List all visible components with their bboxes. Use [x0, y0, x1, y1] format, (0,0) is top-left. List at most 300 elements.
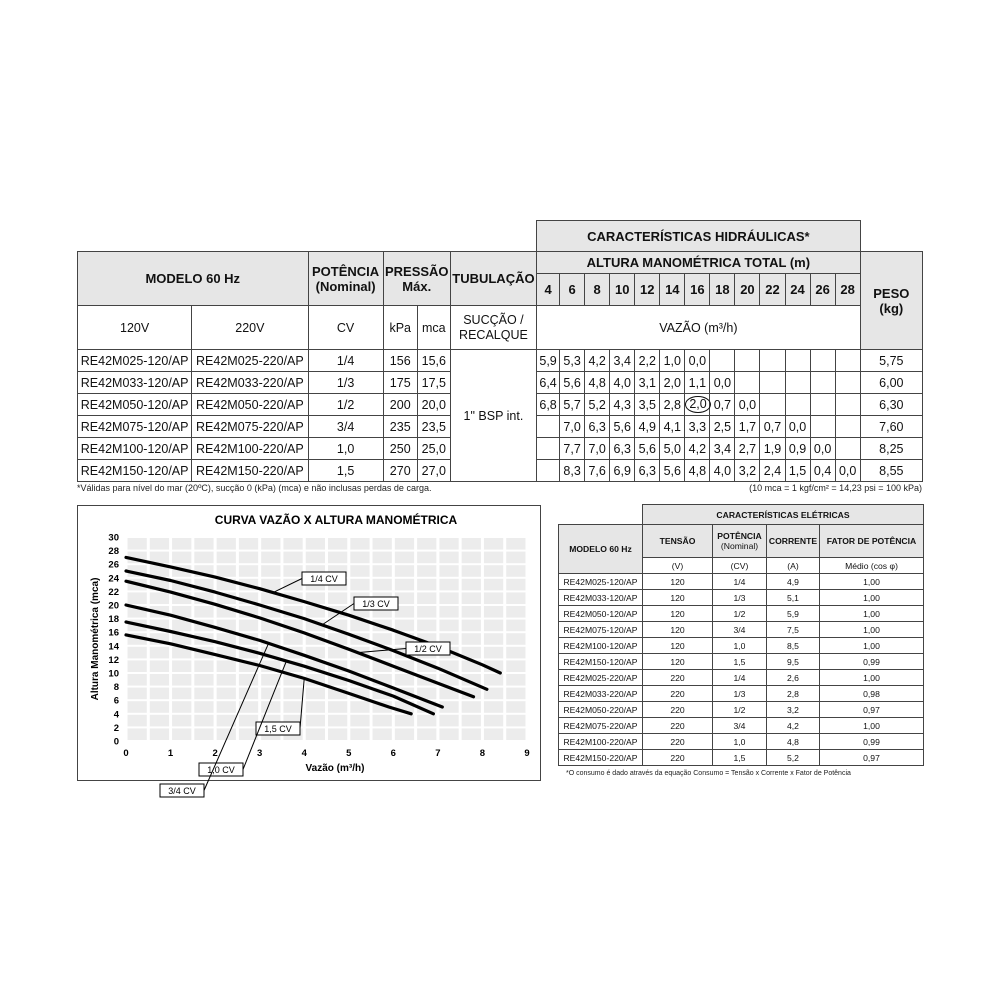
table-row	[559, 638, 924, 654]
flow-cell: 4,3	[610, 394, 635, 416]
grid-cell	[484, 565, 503, 577]
flow-cell: 6,9	[610, 460, 635, 482]
flow-cell: 4,0	[610, 372, 635, 394]
grid-cell	[395, 579, 414, 591]
grid-cell	[350, 552, 369, 564]
current-value: 7,5	[767, 622, 820, 638]
series-label: 1,5 CV	[264, 724, 292, 734]
y-tick-label: 16	[108, 627, 119, 639]
grid-cell	[417, 606, 436, 618]
grid-cell	[439, 620, 458, 632]
power-cv: 1/3	[308, 372, 383, 394]
grid-cell	[439, 715, 458, 727]
grid-cell	[194, 606, 213, 618]
grid-cell	[506, 606, 525, 618]
grid-cell	[506, 620, 525, 632]
grid-cell	[462, 728, 481, 740]
series-label: 1/4 CV	[310, 574, 338, 584]
weight-kg: 5,75	[860, 350, 922, 372]
chart-title: CURVA VAZÃO X ALTURA MANOMÉTRICA	[214, 513, 458, 527]
flow-cell	[735, 350, 760, 372]
series-label: 1,0 CV	[207, 765, 235, 775]
electrical-title: CARACTERÍSTICAS ELÉTRICAS	[643, 505, 924, 525]
voltage-value: 220	[643, 702, 713, 718]
grid-cell	[150, 592, 169, 604]
grid-cell	[239, 538, 258, 550]
current-value: 5,9	[767, 606, 820, 622]
power-value: 1/3	[713, 686, 767, 702]
flow-cell: 0,7	[710, 394, 735, 416]
flow-unit: VAZÃO (m³/h)	[537, 306, 861, 350]
grid-cell	[417, 538, 436, 550]
y-tick-label: 30	[108, 532, 119, 544]
head-col-28: 28	[835, 274, 860, 306]
grid-cell	[306, 701, 325, 713]
flow-cell: 5,0	[660, 438, 685, 460]
y-tick-label: 2	[113, 722, 119, 734]
grid-cell	[395, 552, 414, 564]
grid-cell	[328, 728, 347, 740]
voltage-value: 120	[643, 606, 713, 622]
flow-cell: 4,2	[585, 350, 610, 372]
flow-cell: 7,0	[560, 416, 585, 438]
power-factor-value: 1,00	[820, 670, 924, 686]
unit-conversion-note: (10 mca = 1 kgf/cm² = 14,23 psi = 100 kPa)	[749, 483, 922, 493]
grid-cell	[150, 715, 169, 727]
power-header: POTÊNCIA (Nominal)	[308, 252, 383, 306]
grid-cell	[217, 552, 236, 564]
mca-unit: mca	[417, 306, 450, 350]
series-label: 1/2 CV	[414, 644, 442, 654]
flow-cell	[537, 416, 560, 438]
table-row	[559, 574, 924, 590]
flow-cell: 8,3	[560, 460, 585, 482]
grid-cell	[172, 674, 191, 686]
x-axis-label: Vazão (m³/h)	[305, 763, 365, 774]
grid-cell	[194, 552, 213, 564]
grid-cell	[373, 728, 392, 740]
grid-cell	[306, 552, 325, 564]
power-factor-header: FATOR DE POTÊNCIA	[820, 525, 924, 558]
flow-cell: 7,7	[560, 438, 585, 460]
pressure-mca: 25,0	[417, 438, 450, 460]
current-value: 5,2	[767, 750, 820, 766]
grid-cell	[194, 538, 213, 550]
power-factor-value: 1,00	[820, 622, 924, 638]
pipe-size: 1" BSP int.	[450, 350, 536, 482]
pipe-header: TUBULAÇÃO	[450, 252, 536, 306]
power-factor-value: 0,99	[820, 654, 924, 670]
voltage-120-label: 120V	[78, 306, 192, 350]
current-value: 3,2	[767, 702, 820, 718]
flow-cell	[810, 394, 835, 416]
grid-cell	[261, 701, 280, 713]
grid-cell	[373, 715, 392, 727]
head-col-26: 26	[810, 274, 835, 306]
grid-cell	[506, 660, 525, 672]
pressure-kpa: 200	[383, 394, 417, 416]
grid-cell	[373, 565, 392, 577]
grid-cell	[395, 728, 414, 740]
power-factor-value: 1,00	[820, 574, 924, 590]
y-tick-label: 28	[108, 546, 119, 558]
grid-cell	[462, 565, 481, 577]
table-row	[559, 670, 924, 686]
grid-cell	[395, 674, 414, 686]
voltage-value: 220	[643, 670, 713, 686]
current-value: 8,5	[767, 638, 820, 654]
grid-cell	[128, 688, 147, 700]
performance-chart	[77, 505, 541, 796]
flow-cell	[810, 350, 835, 372]
highlighted-flow: 2,0	[685, 396, 710, 413]
y-tick-label: 6	[113, 695, 119, 707]
flow-cell: 3,5	[635, 394, 660, 416]
elec-model: RE42M033-120/AP	[559, 590, 643, 606]
grid-cell	[395, 565, 414, 577]
grid-cell	[172, 538, 191, 550]
cv-unit: CV	[308, 306, 383, 350]
power-value: 1,0	[713, 638, 767, 654]
flow-cell	[835, 416, 860, 438]
flow-cell: 1,7	[735, 416, 760, 438]
power-value: 1/2	[713, 702, 767, 718]
grid-cell	[194, 674, 213, 686]
pressure-mca: 23,5	[417, 416, 450, 438]
flow-cell	[537, 438, 560, 460]
table-row	[559, 702, 924, 718]
elec-model: RE42M025-120/AP	[559, 574, 643, 590]
flow-cell: 4,8	[685, 460, 710, 482]
flow-cell: 3,4	[710, 438, 735, 460]
grid-cell	[350, 579, 369, 591]
flow-cell: 5,2	[585, 394, 610, 416]
model-header: MODELO 60 Hz	[78, 252, 309, 306]
elec-model: RE42M033-220/AP	[559, 686, 643, 702]
power-cv: 1,5	[308, 460, 383, 482]
elec-model: RE42M075-120/AP	[559, 622, 643, 638]
pressure-mca: 17,5	[417, 372, 450, 394]
power-value: 3/4	[713, 622, 767, 638]
head-header: ALTURA MANOMÉTRICA TOTAL (m)	[537, 252, 861, 274]
y-axis-label: Altura Manométrica (mca)	[90, 577, 101, 701]
power-factor-value: 1,00	[820, 590, 924, 606]
flow-cell: 2,7	[735, 438, 760, 460]
grid-cell	[283, 552, 302, 564]
flow-cell: 2,4	[760, 460, 785, 482]
weight-kg: 6,30	[860, 394, 922, 416]
grid-cell	[484, 579, 503, 591]
head-col-10: 10	[610, 274, 635, 306]
x-tick-label: 6	[390, 748, 396, 759]
model-120v: RE42M075-120/AP	[78, 416, 192, 438]
flow-cell: 0,9	[785, 438, 810, 460]
model-120v: RE42M150-120/AP	[78, 460, 192, 482]
grid-cell	[439, 538, 458, 550]
elec-model: RE42M025-220/AP	[559, 670, 643, 686]
series-label: 3/4 CV	[168, 786, 196, 796]
grid-cell	[439, 552, 458, 564]
grid-cell	[283, 701, 302, 713]
grid-cell	[283, 538, 302, 550]
flow-cell	[760, 350, 785, 372]
current-value: 9,5	[767, 654, 820, 670]
grid-cell	[506, 688, 525, 700]
grid-cell	[484, 633, 503, 645]
grid-cell	[172, 552, 191, 564]
flow-cell	[685, 394, 710, 416]
y-tick-label: 22	[108, 586, 119, 598]
voltage-unit: (V)	[643, 558, 713, 574]
current-header: CORRENTE	[767, 525, 820, 558]
grid-cell	[417, 579, 436, 591]
grid-cell	[306, 688, 325, 700]
grid-cell	[217, 688, 236, 700]
grid-cell	[150, 538, 169, 550]
table-row	[559, 734, 924, 750]
flow-cell	[835, 350, 860, 372]
grid-cell	[328, 592, 347, 604]
grid-cell	[484, 647, 503, 659]
grid-cell	[439, 565, 458, 577]
voltage-header: TENSÃO	[643, 525, 713, 558]
power-value: 1/2	[713, 606, 767, 622]
elec-model-header: MODELO 60 Hz	[559, 525, 643, 574]
model-120v: RE42M025-120/AP	[78, 350, 192, 372]
grid-cell	[217, 701, 236, 713]
elec-model: RE42M150-220/AP	[559, 750, 643, 766]
model-220v: RE42M050-220/AP	[192, 394, 308, 416]
flow-cell: 1,1	[685, 372, 710, 394]
grid-cell	[172, 660, 191, 672]
flow-cell: 5,9	[537, 350, 560, 372]
grid-cell	[306, 715, 325, 727]
flow-cell: 3,2	[735, 460, 760, 482]
hydraulic-table	[77, 220, 923, 482]
flow-cell	[735, 372, 760, 394]
grid-cell	[484, 715, 503, 727]
head-col-14: 14	[660, 274, 685, 306]
grid-cell	[506, 579, 525, 591]
pressure-header: PRESSÃO Máx.	[383, 252, 450, 306]
grid-cell	[506, 565, 525, 577]
electrical-footnote: *O consumo é dado através da equação Consumo = Tensão x Corrente x Fator de Potência	[566, 770, 851, 777]
power-factor-value: 0,99	[820, 734, 924, 750]
grid-cell	[506, 552, 525, 564]
voltage-value: 220	[643, 718, 713, 734]
grid-cell	[439, 728, 458, 740]
flow-cell: 4,0	[710, 460, 735, 482]
grid-cell	[283, 688, 302, 700]
flow-cell	[835, 372, 860, 394]
grid-cell	[484, 620, 503, 632]
flow-cell: 0,0	[735, 394, 760, 416]
weight-kg: 7,60	[860, 416, 922, 438]
flow-cell: 5,3	[560, 350, 585, 372]
flow-cell: 4,2	[685, 438, 710, 460]
y-tick-label: 26	[108, 559, 119, 571]
elec-model: RE42M050-220/AP	[559, 702, 643, 718]
flow-cell: 6,8	[537, 394, 560, 416]
voltage-value: 120	[643, 622, 713, 638]
flow-cell: 1,0	[660, 350, 685, 372]
grid-cell	[462, 606, 481, 618]
hydraulic-title: CARACTERÍSTICAS HIDRÁULICAS*	[537, 221, 861, 252]
grid-cell	[395, 620, 414, 632]
grid-cell	[462, 592, 481, 604]
flow-cell: 0,0	[785, 416, 810, 438]
grid-cell	[506, 647, 525, 659]
y-tick-label: 14	[108, 641, 119, 653]
flow-cell	[810, 416, 835, 438]
grid-cell	[328, 715, 347, 727]
table-row	[559, 718, 924, 734]
table-row	[559, 654, 924, 670]
flow-cell: 6,3	[585, 416, 610, 438]
table-row	[559, 622, 924, 638]
head-col-4: 4	[537, 274, 560, 306]
flow-cell: 5,6	[635, 438, 660, 460]
pressure-kpa: 250	[383, 438, 417, 460]
y-tick-label: 18	[108, 614, 119, 626]
power-cv: 1/4	[308, 350, 383, 372]
power-factor-value: 0,97	[820, 750, 924, 766]
power-cv: 1,0	[308, 438, 383, 460]
grid-cell	[328, 538, 347, 550]
grid-cell	[150, 660, 169, 672]
grid-cell	[128, 538, 147, 550]
flow-cell: 2,5	[710, 416, 735, 438]
weight-kg: 6,00	[860, 372, 922, 394]
voltage-220-label: 220V	[192, 306, 308, 350]
flow-cell: 3,1	[635, 372, 660, 394]
flow-cell: 2,2	[635, 350, 660, 372]
grid-cell	[462, 538, 481, 550]
head-col-24: 24	[785, 274, 810, 306]
power-factor-unit: Médio (cos φ)	[820, 558, 924, 574]
x-tick-label: 8	[479, 748, 486, 759]
voltage-value: 220	[643, 750, 713, 766]
grid-cell	[439, 606, 458, 618]
flow-cell: 7,0	[585, 438, 610, 460]
current-unit: (A)	[767, 558, 820, 574]
power-value: 1/4	[713, 574, 767, 590]
grid-cell	[439, 592, 458, 604]
power-factor-value: 1,00	[820, 606, 924, 622]
power-value: 3/4	[713, 718, 767, 734]
power-cv: 1/2	[308, 394, 383, 416]
grid-cell	[194, 660, 213, 672]
grid-cell	[128, 728, 147, 740]
power-value: 1,0	[713, 734, 767, 750]
flow-cell	[810, 372, 835, 394]
head-col-20: 20	[735, 274, 760, 306]
voltage-value: 220	[643, 686, 713, 702]
head-col-18: 18	[710, 274, 735, 306]
y-tick-label: 0	[113, 736, 119, 748]
model-220v: RE42M150-220/AP	[192, 460, 308, 482]
voltage-value: 120	[643, 654, 713, 670]
grid-cell	[194, 728, 213, 740]
grid-cell	[350, 701, 369, 713]
grid-cell	[328, 552, 347, 564]
grid-cell	[172, 701, 191, 713]
current-value: 4,8	[767, 734, 820, 750]
grid-cell	[462, 552, 481, 564]
grid-cell	[484, 674, 503, 686]
grid-cell	[506, 633, 525, 645]
grid-cell	[283, 633, 302, 645]
grid-cell	[484, 728, 503, 740]
voltage-value: 120	[643, 590, 713, 606]
power-value: 1,5	[713, 654, 767, 670]
grid-cell	[217, 538, 236, 550]
flow-cell: 4,8	[585, 372, 610, 394]
power-factor-value: 0,97	[820, 702, 924, 718]
voltage-value: 120	[643, 638, 713, 654]
model-220v: RE42M100-220/AP	[192, 438, 308, 460]
power-value: 1,5	[713, 750, 767, 766]
elec-model: RE42M100-220/AP	[559, 734, 643, 750]
grid-cell	[128, 592, 147, 604]
grid-cell	[484, 538, 503, 550]
grid-cell	[128, 647, 147, 659]
grid-cell	[239, 701, 258, 713]
grid-cell	[239, 565, 258, 577]
flow-cell: 2,0	[660, 372, 685, 394]
grid-cell	[462, 620, 481, 632]
power-value: 1/3	[713, 590, 767, 606]
grid-cell	[217, 674, 236, 686]
flow-cell: 3,4	[610, 350, 635, 372]
grid-cell	[506, 674, 525, 686]
flow-cell: 6,3	[610, 438, 635, 460]
grid-cell	[484, 592, 503, 604]
grid-cell	[484, 606, 503, 618]
grid-cell	[261, 688, 280, 700]
elec-model: RE42M050-120/AP	[559, 606, 643, 622]
grid-cell	[484, 701, 503, 713]
grid-cell	[506, 538, 525, 550]
flow-cell	[785, 350, 810, 372]
model-120v: RE42M050-120/AP	[78, 394, 192, 416]
grid-cell	[217, 728, 236, 740]
head-col-12: 12	[635, 274, 660, 306]
grid-cell	[350, 565, 369, 577]
flow-cell	[760, 372, 785, 394]
y-tick-label: 20	[108, 600, 119, 612]
flow-cell: 5,6	[660, 460, 685, 482]
weight-kg: 8,55	[860, 460, 922, 482]
grid-cell	[395, 538, 414, 550]
flow-cell: 0,0	[685, 350, 710, 372]
grid-cell	[239, 620, 258, 632]
grid-cell	[506, 728, 525, 740]
x-tick-label: 5	[346, 748, 352, 759]
model-220v: RE42M033-220/AP	[192, 372, 308, 394]
grid-cell	[506, 715, 525, 727]
grid-cell	[373, 579, 392, 591]
flow-cell: 5,6	[610, 416, 635, 438]
flow-cell: 0,0	[835, 460, 860, 482]
grid-cell	[150, 647, 169, 659]
grid-cell	[350, 728, 369, 740]
kpa-unit: kPa	[383, 306, 417, 350]
current-value: 2,6	[767, 670, 820, 686]
flow-cell: 3,3	[685, 416, 710, 438]
grid-cell	[128, 701, 147, 713]
grid-cell	[128, 674, 147, 686]
